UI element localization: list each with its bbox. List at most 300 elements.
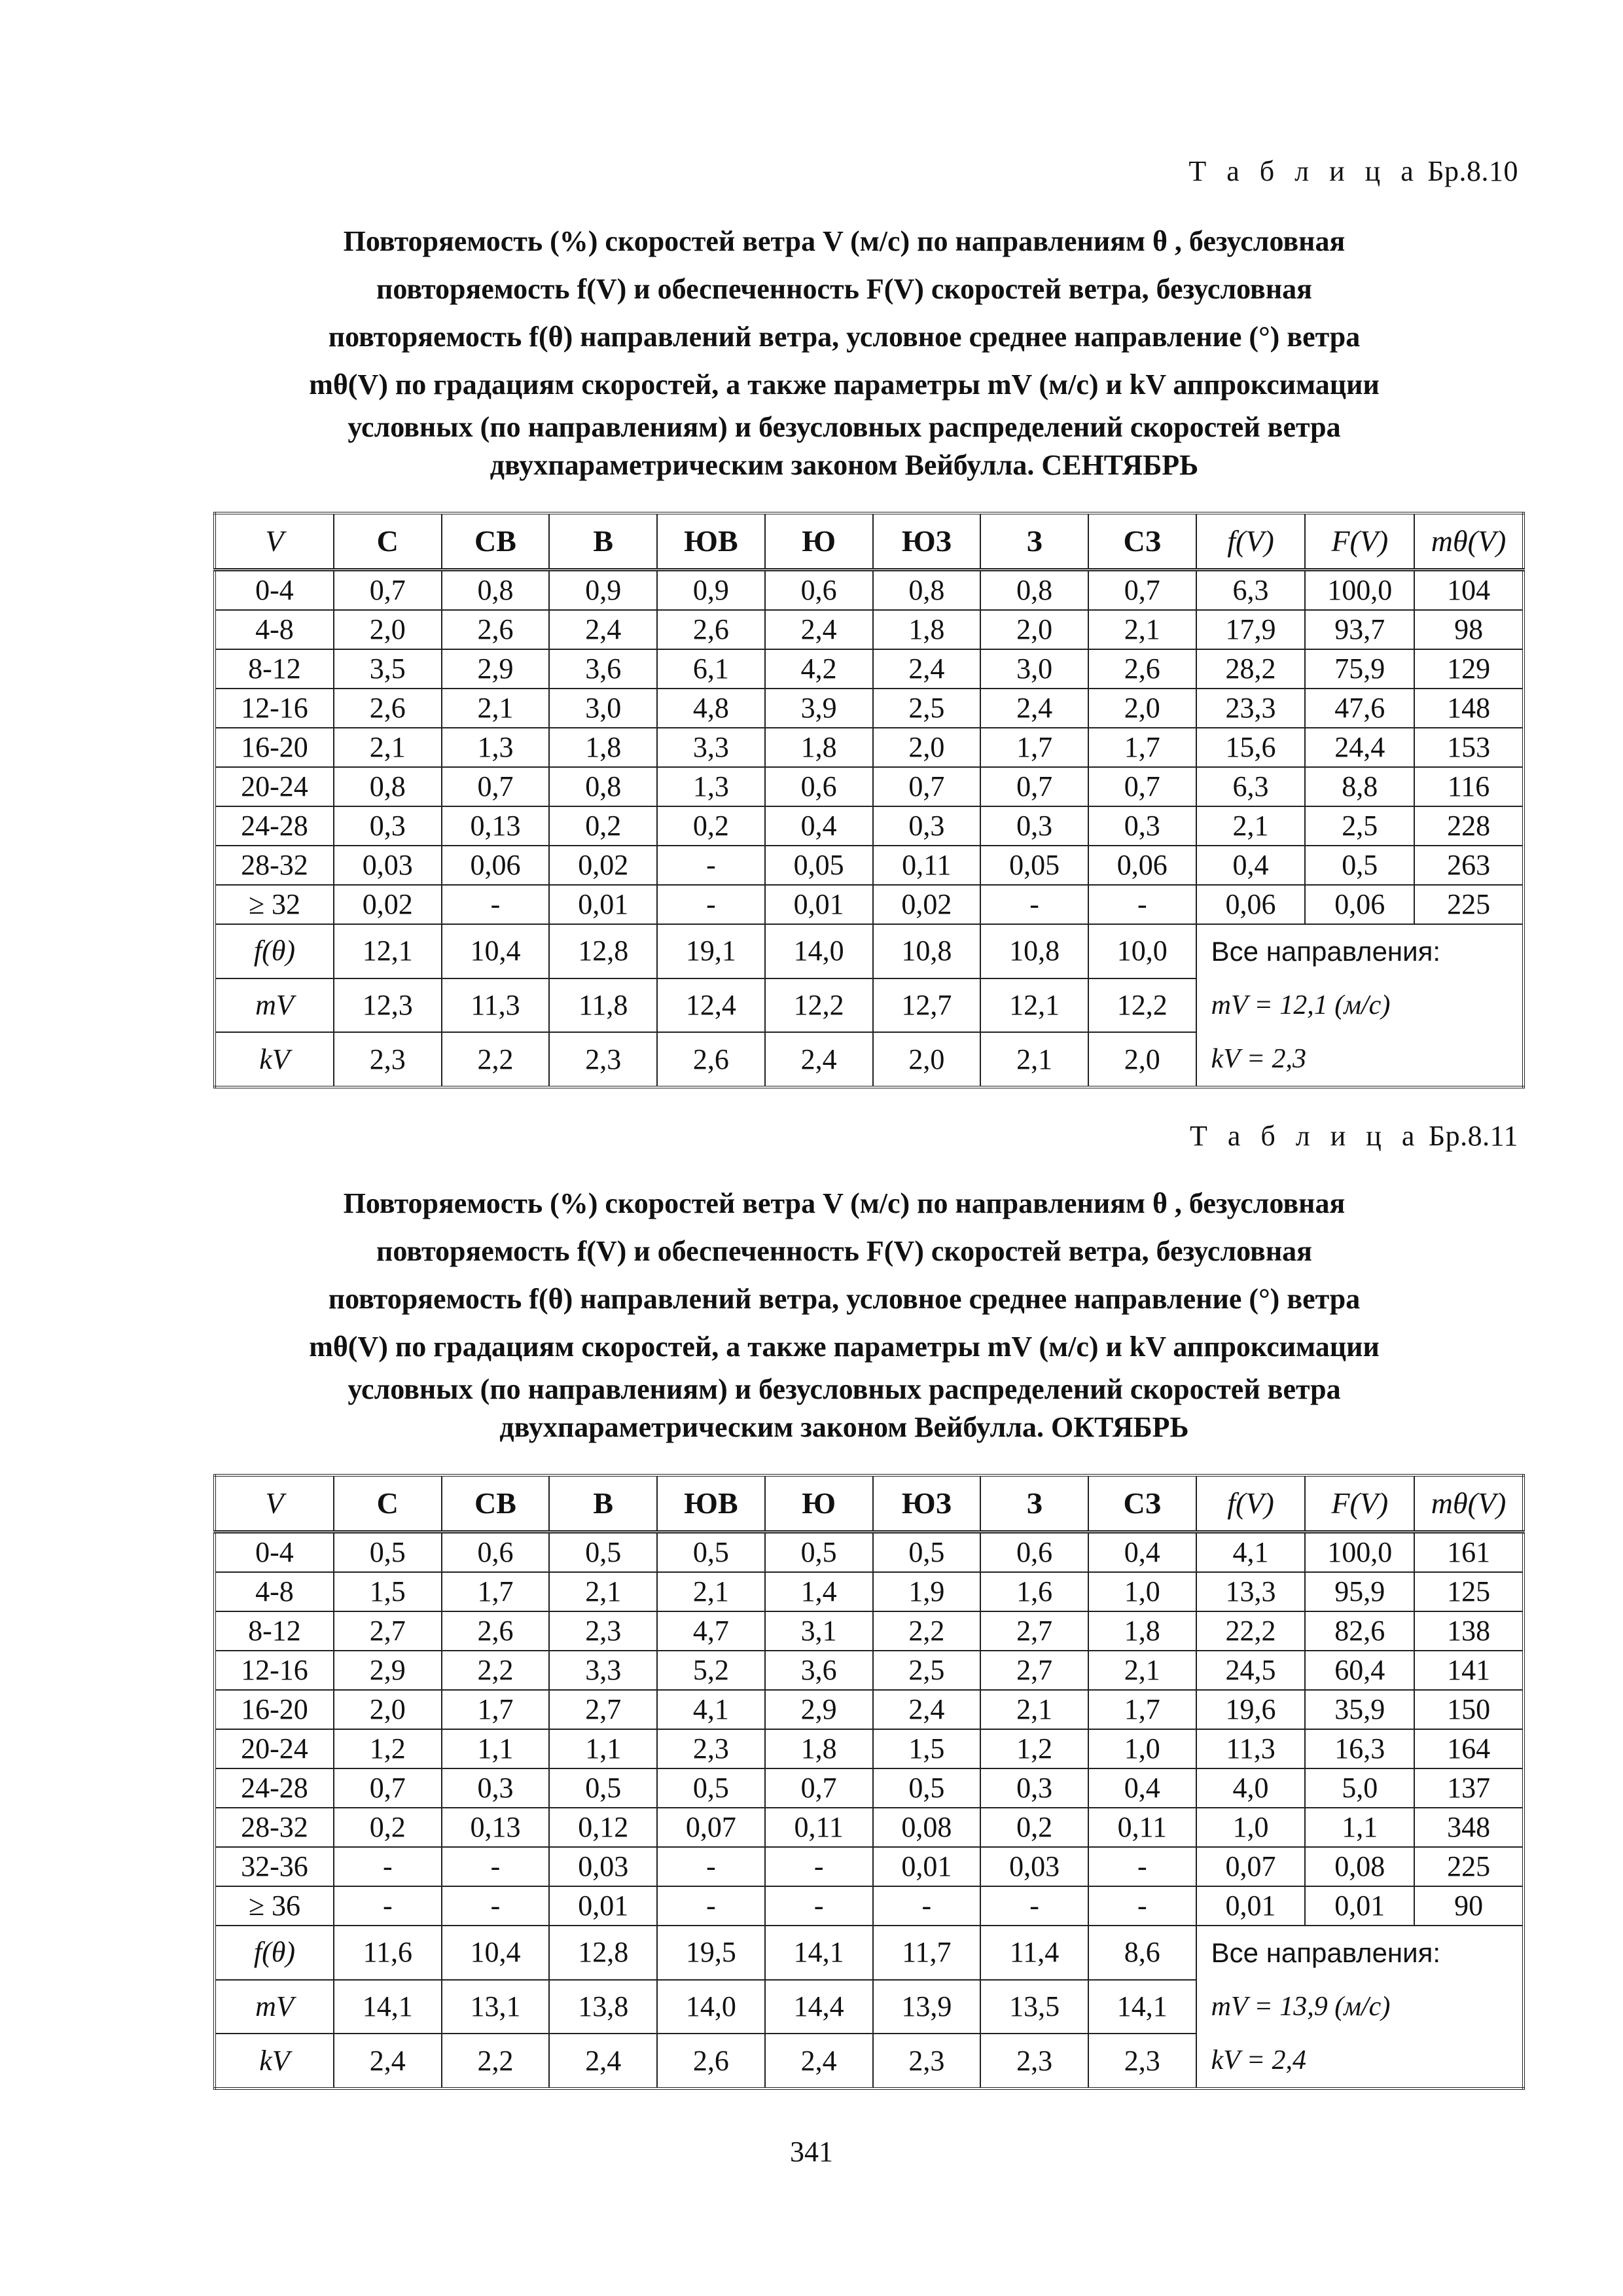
table-cell: 2,1 (1088, 610, 1196, 649)
summary-all-directions (1196, 924, 1524, 1087)
table-cell: 2,7 (980, 1611, 1088, 1651)
column-header: СЗ (1088, 1475, 1196, 1532)
table-cell: 0,7 (765, 1768, 873, 1808)
table-cell: - (657, 1847, 765, 1886)
table-row (215, 885, 1524, 924)
param-cell: 12,8 (549, 1926, 657, 1980)
param-cell: 2,1 (980, 1032, 1088, 1087)
header-row (215, 1475, 1524, 1532)
param-cell: 14,1 (765, 1926, 873, 1980)
param-cell: 2,6 (657, 1032, 765, 1087)
column-header: Ю (765, 513, 873, 570)
column-header: В (549, 513, 657, 570)
table-cell: 6,3 (1196, 767, 1306, 806)
param-cell: 11,3 (442, 978, 550, 1033)
table-cell: 0,11 (765, 1808, 873, 1847)
table-cell: 138 (1414, 1611, 1524, 1651)
summary-all-directions (1196, 1926, 1524, 2089)
table-cell: 0,3 (980, 806, 1088, 846)
param-cell: 13,8 (549, 1980, 657, 2034)
table-row (215, 1690, 1524, 1729)
title-line: двухпараметрическим законом Вейбулла. ОКТЯБРЬ (499, 1411, 1189, 1443)
row-speed-range: 8-12 (215, 649, 334, 689)
param-cell: 12,7 (873, 978, 981, 1033)
param-cell: 11,7 (873, 1926, 981, 1980)
table-cell: 1,3 (657, 767, 765, 806)
table-cell: 0,7 (442, 767, 550, 806)
table-cell: 0,6 (765, 767, 873, 806)
table-cell: 2,7 (334, 1611, 442, 1651)
table-cell: 1,4 (765, 1572, 873, 1611)
param-cell: 11,8 (549, 978, 657, 1033)
table-row (215, 649, 1524, 689)
summary-kv: kV = 2,4 (1211, 2045, 1307, 2075)
column-header: ЮВ (657, 513, 765, 570)
table-cell: 2,4 (873, 1690, 981, 1729)
table-cell: 0,08 (1305, 1847, 1414, 1886)
table-cell: 93,7 (1305, 610, 1414, 649)
param-cell: 12,8 (549, 924, 657, 978)
table-cell: 0,01 (1196, 1886, 1306, 1926)
table-row (215, 610, 1524, 649)
table-cell: 0,3 (1088, 806, 1196, 846)
table-cell: 98 (1414, 610, 1524, 649)
table-row (215, 1651, 1524, 1690)
column-header: ЮЗ (873, 513, 981, 570)
table-cell: 0,3 (334, 806, 442, 846)
table-cell: 35,9 (1305, 1690, 1414, 1729)
title-line: Повторяемость (%) скоростей ветра V (м/с) по направлениям θ , безусловная (343, 1187, 1346, 1219)
table-cell: 1,7 (1088, 1690, 1196, 1729)
summary-heading: Все направления: (1211, 1937, 1440, 1968)
table-cell: 0,7 (980, 767, 1088, 806)
table-cell: 0,5 (1305, 846, 1414, 885)
table-title (196, 1179, 1492, 1446)
wind-table-september (213, 512, 1525, 1088)
table-cell: 24,5 (1196, 1651, 1306, 1690)
row-speed-range: 0-4 (215, 1532, 334, 1573)
table-cell: 1,7 (442, 1690, 550, 1729)
table-cell: 0,7 (334, 1768, 442, 1808)
table-cell: 28,2 (1196, 649, 1306, 689)
table-cell: 0,4 (765, 806, 873, 846)
table-cell: 0,06 (1196, 885, 1306, 924)
table-cell: 0,13 (442, 1808, 550, 1847)
table-cell: 0,8 (334, 767, 442, 806)
table-cell: 0,8 (549, 767, 657, 806)
table-cell: 0,7 (1088, 767, 1196, 806)
table-cell: 153 (1414, 728, 1524, 767)
table-cell: 0,9 (549, 570, 657, 611)
column-header: f(V) (1196, 513, 1306, 570)
column-header: Ю (765, 1475, 873, 1532)
table-row (215, 1808, 1524, 1847)
table-cell: 2,6 (1088, 649, 1196, 689)
table-cell: - (442, 885, 550, 924)
table-cell: 2,4 (980, 689, 1088, 728)
param-label: f(θ) (215, 1926, 334, 1980)
row-speed-range: 8-12 (215, 1611, 334, 1651)
param-cell: 2,2 (442, 2034, 550, 2089)
param-label: kV (215, 2034, 334, 2089)
row-speed-range: 28-32 (215, 846, 334, 885)
table-cell: 0,8 (873, 570, 981, 611)
param-cell: 2,4 (765, 2034, 873, 2089)
table-cell: 0,06 (442, 846, 550, 885)
table-cell: 0,2 (334, 1808, 442, 1847)
param-cell: 12,4 (657, 978, 765, 1033)
table-row (215, 846, 1524, 885)
table-cell: 82,6 (1305, 1611, 1414, 1651)
table-cell: 0,3 (442, 1768, 550, 1808)
table-cell: 0,02 (549, 846, 657, 885)
title-line: Повторяемость (%) скоростей ветра V (м/с) по направлениям θ , безусловная (343, 225, 1346, 257)
table-cell: 3,0 (549, 689, 657, 728)
table-cell: 2,1 (1196, 806, 1306, 846)
table-cell: 0,11 (873, 846, 981, 885)
row-speed-range: 24-28 (215, 806, 334, 846)
table-cell: 0,2 (549, 806, 657, 846)
row-speed-range: 4-8 (215, 610, 334, 649)
param-row (215, 924, 1524, 978)
table-cell: 3,1 (765, 1611, 873, 1651)
table-cell: 4,0 (1196, 1768, 1306, 1808)
table-cell: 0,01 (1305, 1886, 1414, 1926)
table-cell: 0,5 (765, 1532, 873, 1573)
param-cell: 2,3 (549, 1032, 657, 1087)
table-cell: 2,1 (334, 728, 442, 767)
table-cell: - (657, 1886, 765, 1926)
table-cell: 164 (1414, 1729, 1524, 1768)
table-label-number: Бр.8.10 (1427, 155, 1518, 187)
title-line: двухпараметрическим законом Вейбулла. СЕНТЯБРЬ (490, 449, 1199, 481)
table-cell: 1,8 (765, 728, 873, 767)
column-header: F(V) (1305, 513, 1414, 570)
table-cell: 3,3 (657, 728, 765, 767)
table-cell: - (873, 1886, 981, 1926)
table-cell: 4,1 (1196, 1532, 1306, 1573)
table-cell: 24,4 (1305, 728, 1414, 767)
wind-table-october (213, 1474, 1525, 2090)
column-header: mθ(V) (1414, 1475, 1524, 1532)
title-line: повторяемость f(θ) направлений ветра, условное среднее направление (°) ветра (328, 321, 1361, 353)
param-cell: 2,0 (873, 1032, 981, 1087)
table-cell: 2,6 (442, 1611, 550, 1651)
table-cell: 129 (1414, 649, 1524, 689)
param-cell: 14,0 (765, 924, 873, 978)
param-cell: 14,1 (334, 1980, 442, 2034)
table-cell: 100,0 (1305, 1532, 1414, 1573)
table-cell: 1,0 (1088, 1729, 1196, 1768)
table-cell: 161 (1414, 1532, 1524, 1573)
summary-kv: kV = 2,3 (1211, 1044, 1307, 1074)
table-cell: 0,08 (873, 1808, 981, 1847)
table-cell: - (442, 1886, 550, 1926)
table-cell: 2,9 (765, 1690, 873, 1729)
table-cell: 1,8 (765, 1729, 873, 1768)
table-cell: 0,07 (657, 1808, 765, 1847)
table-cell: 4,8 (657, 689, 765, 728)
summary-mv: mV = 12,1 (м/с) (1211, 990, 1391, 1020)
table-cell: 0,6 (765, 570, 873, 611)
param-cell: 10,0 (1088, 924, 1196, 978)
row-speed-range: 0-4 (215, 570, 334, 611)
table-cell: 1,7 (442, 1572, 550, 1611)
table-cell: 1,5 (873, 1729, 981, 1768)
row-speed-range: 16-20 (215, 1690, 334, 1729)
table-cell: 2,0 (980, 610, 1088, 649)
table-cell: 104 (1414, 570, 1524, 611)
row-speed-range: 12-16 (215, 689, 334, 728)
table-cell: 0,7 (873, 767, 981, 806)
table-cell: 0,03 (980, 1847, 1088, 1886)
table-cell: 0,05 (980, 846, 1088, 885)
table-cell: 150 (1414, 1690, 1524, 1729)
table-cell: - (1088, 1847, 1196, 1886)
table-cell: 2,0 (1088, 689, 1196, 728)
table-cell: 0,2 (657, 806, 765, 846)
page-number: 341 (790, 2136, 833, 2168)
table-cell: 2,5 (1305, 806, 1414, 846)
table-cell: 2,1 (549, 1572, 657, 1611)
table-cell: 2,7 (549, 1690, 657, 1729)
table-cell: 3,6 (549, 649, 657, 689)
row-speed-range: 12-16 (215, 1651, 334, 1690)
table-cell: 1,2 (980, 1729, 1088, 1768)
param-cell: 12,2 (765, 978, 873, 1033)
table-cell: 0,6 (980, 1532, 1088, 1573)
table-cell: 2,3 (549, 1611, 657, 1651)
table-cell: 1,8 (549, 728, 657, 767)
param-cell: 10,8 (873, 924, 981, 978)
table-cell: 228 (1414, 806, 1524, 846)
table-cell: 2,1 (980, 1690, 1088, 1729)
table-cell: 0,06 (1088, 846, 1196, 885)
table-cell: 2,0 (873, 728, 981, 767)
table-cell: 2,9 (442, 649, 550, 689)
title-line: mθ(V) по градациям скоростей, а также параметры mV (м/с) и kV аппроксимации (309, 368, 1380, 401)
table-cell: - (334, 1847, 442, 1886)
table-cell: - (657, 885, 765, 924)
table-cell: 2,2 (873, 1611, 981, 1651)
table-cell: 19,6 (1196, 1690, 1306, 1729)
param-cell: 14,1 (1088, 1980, 1196, 2034)
table-cell: 0,5 (873, 1768, 981, 1808)
row-speed-range: 20-24 (215, 767, 334, 806)
param-cell: 13,1 (442, 1980, 550, 2034)
title-line: mθ(V) по градациям скоростей, а также параметры mV (м/с) и kV аппроксимации (309, 1331, 1380, 1363)
param-cell: 10,4 (442, 1926, 550, 1980)
table-cell: 148 (1414, 689, 1524, 728)
table-cell: 1,0 (1088, 1572, 1196, 1611)
table-cell: 3,6 (765, 1651, 873, 1690)
table-cell: 4,7 (657, 1611, 765, 1651)
param-cell: 12,2 (1088, 978, 1196, 1033)
column-header: V (215, 1475, 334, 1532)
table-row (215, 1611, 1524, 1651)
param-cell: 13,5 (980, 1980, 1088, 2034)
param-cell: 19,1 (657, 924, 765, 978)
table-cell: 0,8 (442, 570, 550, 611)
param-cell: 2,4 (334, 2034, 442, 2089)
table-cell: 0,7 (1088, 570, 1196, 611)
table-cell: 2,0 (334, 1690, 442, 1729)
param-cell: 14,4 (765, 1980, 873, 2034)
param-cell: 2,4 (549, 2034, 657, 2089)
param-cell: 12,3 (334, 978, 442, 1033)
table-cell: 100,0 (1305, 570, 1414, 611)
table-cell: 0,3 (980, 1768, 1088, 1808)
param-cell: 2,0 (1088, 1032, 1196, 1087)
table-cell: 4,2 (765, 649, 873, 689)
table-cell: - (765, 1847, 873, 1886)
table-cell: 1,5 (334, 1572, 442, 1611)
param-cell: 10,4 (442, 924, 550, 978)
table-cell: 17,9 (1196, 610, 1306, 649)
param-label: mV (215, 978, 334, 1033)
column-header: З (980, 513, 1088, 570)
table-cell: 2,1 (657, 1572, 765, 1611)
param-row (215, 1926, 1524, 1980)
param-cell: 2,3 (334, 1032, 442, 1087)
title-line: условных (по направлениям) и безусловных распределений скоростей ветра (348, 411, 1341, 443)
title-line: повторяемость f(θ) направлений ветра, условное среднее направление (°) ветра (328, 1283, 1361, 1315)
table-cell: 0,5 (334, 1532, 442, 1573)
table-cell: 2,6 (442, 610, 550, 649)
table-cell: 1,1 (442, 1729, 550, 1768)
table-cell: 1,8 (873, 610, 981, 649)
param-cell: 2,4 (765, 1032, 873, 1087)
table-cell: 0,02 (334, 885, 442, 924)
table-cell: 16,3 (1305, 1729, 1414, 1768)
table-cell: - (657, 846, 765, 885)
table-cell: 125 (1414, 1572, 1524, 1611)
table-cell: 0,2 (980, 1808, 1088, 1847)
table-cell: 23,3 (1196, 689, 1306, 728)
table-cell: - (442, 1847, 550, 1886)
column-header: СВ (442, 1475, 550, 1532)
param-label: mV (215, 1980, 334, 2034)
param-cell: 11,4 (980, 1926, 1088, 1980)
table-cell: 141 (1414, 1651, 1524, 1690)
summary-mv: mV = 13,9 (м/с) (1211, 1992, 1391, 2022)
table-cell: 116 (1414, 767, 1524, 806)
table-cell: - (334, 1886, 442, 1926)
table-label (1188, 154, 1518, 188)
table-cell: 2,2 (442, 1651, 550, 1690)
param-cell: 10,8 (980, 924, 1088, 978)
table-cell: 3,0 (980, 649, 1088, 689)
param-cell: 8,6 (1088, 1926, 1196, 1980)
table-cell: 2,9 (334, 1651, 442, 1690)
table-cell: - (980, 885, 1088, 924)
table-label (1190, 1119, 1518, 1153)
table-row (215, 1847, 1524, 1886)
param-cell: 2,6 (657, 2034, 765, 2089)
table-cell: 2,4 (549, 610, 657, 649)
table-cell: 0,9 (657, 570, 765, 611)
row-speed-range: 24-28 (215, 1768, 334, 1808)
table-cell: 0,01 (765, 885, 873, 924)
table-row (215, 1532, 1524, 1573)
column-header: С (334, 513, 442, 570)
table-cell: 5,0 (1305, 1768, 1414, 1808)
table-cell: 0,5 (657, 1768, 765, 1808)
table-cell: 6,3 (1196, 570, 1306, 611)
table-cell: 0,01 (549, 885, 657, 924)
column-header: f(V) (1196, 1475, 1306, 1532)
table-cell: 2,1 (442, 689, 550, 728)
column-header: СВ (442, 513, 550, 570)
param-cell: 11,6 (334, 1926, 442, 1980)
param-cell: 2,3 (980, 2034, 1088, 2089)
table-cell: 2,4 (765, 610, 873, 649)
table-cell: 0,5 (657, 1532, 765, 1573)
table-cell: 2,0 (334, 610, 442, 649)
table-cell: 1,7 (980, 728, 1088, 767)
table-cell: 0,5 (549, 1768, 657, 1808)
row-speed-range: 28-32 (215, 1808, 334, 1847)
param-cell: 19,5 (657, 1926, 765, 1980)
table-row (215, 1768, 1524, 1808)
param-cell: 12,1 (334, 924, 442, 978)
table-cell: 0,12 (549, 1808, 657, 1847)
table-cell: 0,5 (549, 1532, 657, 1573)
param-cell: 2,2 (442, 1032, 550, 1087)
table-cell: 225 (1414, 885, 1524, 924)
table-cell: 90 (1414, 1886, 1524, 1926)
column-header: mθ(V) (1414, 513, 1524, 570)
column-header: ЮЗ (873, 1475, 981, 1532)
table-cell: 1,2 (334, 1729, 442, 1768)
param-cell: 14,0 (657, 1980, 765, 2034)
table-row (215, 1572, 1524, 1611)
table-cell: 0,4 (1088, 1768, 1196, 1808)
table-cell: 2,5 (873, 689, 981, 728)
table-row (215, 570, 1524, 611)
table-cell: 0,11 (1088, 1808, 1196, 1847)
table-cell: 1,3 (442, 728, 550, 767)
table-cell: - (1088, 885, 1196, 924)
table-cell: 348 (1414, 1808, 1524, 1847)
table-cell: 3,9 (765, 689, 873, 728)
table-cell: 2,6 (657, 610, 765, 649)
table-row (215, 689, 1524, 728)
row-speed-range: ≥ 32 (215, 885, 334, 924)
table-cell: 22,2 (1196, 1611, 1306, 1651)
table-cell: 11,3 (1196, 1729, 1306, 1768)
table-row (215, 1886, 1524, 1926)
column-header: СЗ (1088, 513, 1196, 570)
column-header: В (549, 1475, 657, 1532)
table-cell: 0,4 (1196, 846, 1306, 885)
table-cell: 1,7 (1088, 728, 1196, 767)
param-label: f(θ) (215, 924, 334, 978)
table-cell: 6,1 (657, 649, 765, 689)
title-line: условных (по направлениям) и безусловных распределений скоростей ветра (348, 1373, 1341, 1405)
table-cell: 0,3 (873, 806, 981, 846)
summary-heading: Все направления: (1211, 936, 1440, 967)
column-header: З (980, 1475, 1088, 1532)
title-line: повторяемость f(V) и обеспеченность F(V) скоростей ветра, безусловная (376, 1235, 1312, 1267)
table-cell: 0,4 (1088, 1532, 1196, 1573)
row-speed-range: 20-24 (215, 1729, 334, 1768)
table-cell: 0,07 (1196, 1847, 1306, 1886)
table-cell: - (765, 1886, 873, 1926)
table-cell: 2,6 (334, 689, 442, 728)
table-cell: 1,8 (1088, 1611, 1196, 1651)
column-header: F(V) (1305, 1475, 1414, 1532)
